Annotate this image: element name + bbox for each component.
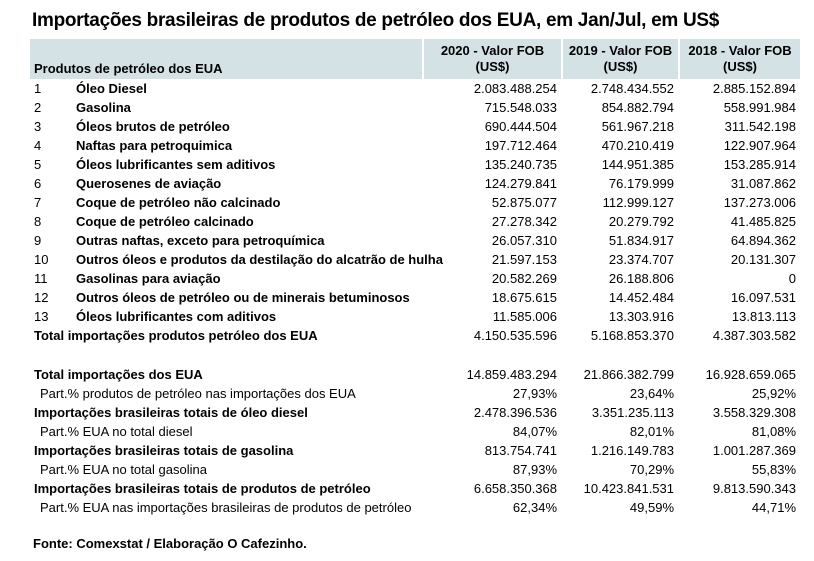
row-number: 10	[34, 252, 49, 267]
product-name: Outros óleos e produtos da destilação do alcatrão de hulha	[76, 252, 443, 267]
summary-label: Part.% EUA no total gasolina	[40, 462, 207, 477]
value-2020: 813.754.741	[484, 443, 557, 458]
summary-label: Part.% produtos de petróleo nas importações dos EUA	[40, 386, 356, 401]
product-name: Outros óleos de petróleo ou de minerais betuminosos	[76, 290, 410, 305]
value-2020: 11.585.006	[492, 309, 557, 324]
value-2018: 13.813.113	[731, 309, 796, 324]
value-2019: 3.351.235.113	[591, 405, 674, 420]
summary-row	[30, 498, 802, 517]
summary-label: Importações brasileiras totais de óleo diesel	[34, 405, 308, 420]
value-2020: 715.548.033	[484, 100, 557, 115]
column-header-2019-line2: (US$)	[603, 59, 638, 74]
value-2020: 26.057.310	[491, 233, 557, 248]
column-header-2020	[424, 39, 561, 79]
value-2019: 51.834.917	[608, 233, 674, 248]
product-cell	[30, 193, 422, 212]
value-2019: 470.210.419	[601, 138, 674, 153]
value-2018: 20.131.307	[730, 252, 796, 267]
product-cell	[30, 269, 422, 288]
summary-row	[30, 403, 802, 422]
product-cell	[30, 231, 422, 250]
summary-row	[30, 365, 802, 384]
value-2020: 21.597.153	[491, 252, 557, 267]
value-2019: 13.303.916	[608, 309, 674, 324]
column-header-2019	[563, 39, 678, 79]
product-name: Óleos lubrificantes com aditivos	[76, 309, 277, 324]
table-row	[30, 174, 802, 193]
value-2018: 4.387.303.582	[712, 328, 796, 343]
column-header-2018-line2: (US$)	[723, 59, 757, 74]
table-row	[30, 155, 802, 174]
summary-label: Part.% EUA nas importações brasileiras de produtos de petróleo	[40, 500, 412, 515]
value-2018: 81,08%	[751, 424, 796, 439]
value-2020: 4.150.535.596	[473, 328, 557, 343]
imports-table	[30, 39, 802, 517]
product-name: Óleos lubrificantes sem aditivos	[76, 157, 276, 172]
value-2020: 14.859.483.294	[466, 367, 557, 382]
value-2019: 561.967.218	[601, 119, 674, 134]
row-number: 1	[34, 81, 42, 96]
summary-label: Part.% EUA no total diesel	[40, 424, 193, 439]
product-cell	[30, 79, 422, 98]
value-2020: 18.675.615	[491, 290, 557, 305]
column-header-products: Produtos de petróleo dos EUA	[30, 39, 422, 79]
table-row	[30, 288, 802, 307]
summary-row	[30, 441, 802, 460]
summary-label: Total importações dos EUA	[34, 367, 203, 382]
value-2019: 2.748.434.552	[590, 81, 674, 96]
product-name: Coque de petróleo calcinado	[76, 214, 254, 229]
table-row	[30, 136, 802, 155]
product-cell	[30, 288, 422, 307]
product-name: Óleos brutos de petróleo	[76, 119, 230, 134]
summary-row	[30, 326, 802, 345]
value-2018: 55,83%	[751, 462, 796, 477]
product-cell	[30, 250, 443, 269]
value-2019: 144.951.385	[601, 157, 674, 172]
value-2019: 20.279.792	[608, 214, 674, 229]
product-cell	[30, 155, 422, 174]
value-2020: 2.083.488.254	[473, 81, 557, 96]
value-2018: 1.001.287.369	[712, 443, 796, 458]
summary-row	[30, 460, 802, 479]
value-2018: 137.273.006	[723, 195, 796, 210]
section-gap	[30, 345, 802, 365]
value-2018: 31.087.862	[730, 176, 796, 191]
table-row	[30, 79, 802, 98]
row-number: 7	[34, 195, 42, 210]
table-body	[30, 79, 802, 345]
column-header-2020-line2: (US$)	[475, 59, 510, 74]
row-number: 4	[34, 138, 42, 153]
value-2018: 44,71%	[751, 500, 796, 515]
value-2019: 23.374.707	[608, 252, 674, 267]
value-2018: 153.285.914	[723, 157, 796, 172]
product-name: Óleo Diesel	[76, 81, 147, 96]
value-2018: 3.558.329.308	[712, 405, 796, 420]
value-2019: 49,59%	[629, 500, 674, 515]
product-cell	[30, 117, 422, 136]
value-2019: 23,64%	[629, 386, 674, 401]
summary-row	[30, 422, 802, 441]
value-2020: 27.278.342	[491, 214, 557, 229]
table-row	[30, 193, 802, 212]
value-2018: 558.991.984	[723, 100, 796, 115]
value-2018: 0	[788, 271, 796, 286]
product-name: Outras naftas, exceto para petroquímica	[76, 233, 325, 248]
product-name: Gasolinas para aviação	[76, 271, 221, 286]
column-header-2019-line1: 2019 - Valor FOB	[568, 43, 673, 58]
value-2018: 9.813.590.343	[712, 481, 796, 496]
value-2020: 84,07%	[512, 424, 557, 439]
value-2020: 124.279.841	[484, 176, 557, 191]
table-row	[30, 98, 802, 117]
value-2018: 64.894.362	[730, 233, 796, 248]
row-number: 13	[34, 309, 49, 324]
row-number: 3	[34, 119, 42, 134]
value-2020: 2.478.396.536	[473, 405, 557, 420]
value-2018: 25,92%	[751, 386, 796, 401]
product-name: Coque de petróleo não calcinado	[76, 195, 281, 210]
value-2019: 82,01%	[629, 424, 674, 439]
product-cell	[30, 174, 422, 193]
product-cell	[30, 98, 422, 117]
row-number: 11	[34, 271, 48, 286]
source-note: Fonte: Comexstat / Elaboração O Cafezinho.	[33, 536, 307, 551]
value-2020: 62,34%	[512, 500, 557, 515]
value-2018: 122.907.964	[723, 138, 796, 153]
value-2019: 21.866.382.799	[583, 367, 674, 382]
value-2019: 10.423.841.531	[583, 481, 674, 496]
value-2020: 87,93%	[512, 462, 557, 477]
table-header-row	[30, 39, 802, 79]
value-2019: 112.999.127	[602, 195, 674, 210]
row-number: 8	[34, 214, 42, 229]
value-2020: 135.240.735	[484, 157, 557, 172]
column-header-2018	[680, 39, 800, 79]
row-number: 9	[34, 233, 42, 248]
value-2018: 311.542.198	[724, 119, 796, 134]
summary-label: Importações brasileiras totais de produtos de petróleo	[34, 481, 371, 496]
product-cell	[30, 212, 422, 231]
summary-body	[30, 365, 802, 517]
value-2020: 27,93%	[512, 386, 557, 401]
value-2018: 41.485.825	[730, 214, 796, 229]
value-2019: 854.882.794	[601, 100, 674, 115]
value-2020: 690.444.504	[484, 119, 557, 134]
row-number: 2	[34, 100, 42, 115]
table-row	[30, 250, 802, 269]
table-row	[30, 212, 802, 231]
product-cell	[30, 307, 422, 326]
product-name: Gasolina	[76, 100, 131, 115]
value-2018: 16.928.659.065	[705, 367, 796, 382]
table-row	[30, 231, 802, 250]
summary-label: Importações brasileiras totais de gasolina	[34, 443, 294, 458]
value-2020: 52.875.077	[491, 195, 557, 210]
row-number: 6	[34, 176, 42, 191]
summary-row	[30, 479, 802, 498]
value-2018: 2.885.152.894	[712, 81, 796, 96]
value-2019: 14.452.484	[608, 290, 674, 305]
summary-row	[30, 384, 802, 403]
column-header-2018-line1: 2018 - Valor FOB	[688, 43, 792, 58]
value-2020: 197.712.464	[484, 138, 557, 153]
product-name: Querosenes de aviação	[76, 176, 222, 191]
value-2018: 16.097.531	[730, 290, 796, 305]
column-header-2020-line1: 2020 - Valor FOB	[440, 43, 545, 58]
value-2020: 20.582.269	[491, 271, 557, 286]
value-2019: 26.188.806	[608, 271, 674, 286]
page-title: Importações brasileiras de produtos de petróleo dos EUA, em Jan/Jul, em US$	[32, 10, 720, 31]
value-2019: 5.168.853.370	[590, 328, 674, 343]
value-2019: 1.216.149.783	[590, 443, 674, 458]
table-row	[30, 307, 802, 326]
value-2019: 76.179.999	[608, 176, 674, 191]
value-2020: 6.658.350.368	[473, 481, 557, 496]
product-cell	[30, 136, 422, 155]
product-name: Naftas para petroquimica	[76, 138, 233, 153]
summary-label: Total importações produtos petróleo dos EUA	[34, 328, 318, 343]
row-number: 5	[34, 157, 42, 172]
row-number: 12	[34, 290, 49, 305]
table-row	[30, 117, 802, 136]
table-row	[30, 269, 802, 288]
value-2019: 70,29%	[629, 462, 674, 477]
